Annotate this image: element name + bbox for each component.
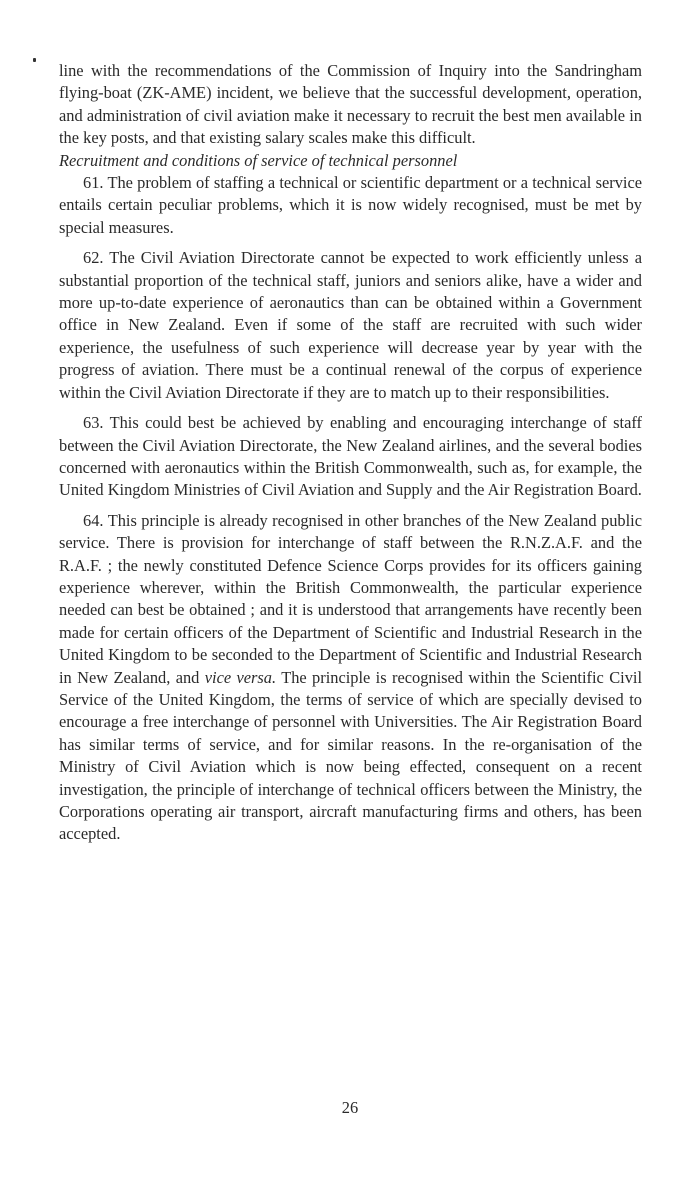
intro-paragraph: line with the recommendations of the Commission of Inquiry into the Sandringham flying-boat (ZK-AME) incident, we believe that the successful development, operation, and administration of civil aviation make it necessary to recruit the best men available in the key posts, and that existing salary scales make this difficult.: [59, 61, 642, 148]
paragraph-text: The principle is recognised within the Scientific Civil Service of the United Kingdom, the terms of service of which are specially devised to encourage a free interchange of personnel with Universities. The Air Registration Board has similar terms of service, and for similar reasons. In the re-organisation of the Ministry of Civil Aviation which is now being effected, consequent on a recent investigation, the principle of interchange of technical officers between the Ministry, the Corporations operating air transport, aircraft manufacturing firms and others, has been accepted.: [59, 667, 642, 844]
paragraph-64: [59, 510, 642, 846]
paragraph-number: 62.: [83, 248, 104, 268]
paragraph-number: 63.: [83, 413, 104, 433]
paragraph-61: [59, 172, 642, 239]
paragraph-text: The Civil Aviation Directorate cannot be expected to work efficiently unless a substantial proportion of the technical staff, juniors and seniors alike, have a wider and more up-to-date experience of aeronautics than can be obtained within a Government office in New Zealand. Even if some of the staff are recruited with such wider experience, the usefulness of such experience will decrease year by year with the progress of aviation. There must be a continual renewal of the corpus of experience within the Civil Aviation Directorate if they are to match up to their responsibilities.: [59, 248, 642, 402]
paragraph-text: This principle is already recognised in other branches of the New Zealand public service. There is provision for interchange of staff between the R.N.Z.A.F. and the R.A.F. ; the newly constituted Defence Science Corps provides for its officers gaining experience wherever, within the British Commonwealth, the particular experience needed can best be obtained ; and it is understood that arrangements have recently been made for certain officers of the Department of Scientific and Industrial Research in the United Kingdom to be seconded to the Department of Scientific and Industrial Research in New Zealand, and: [59, 510, 642, 687]
page-number: 26: [341, 1098, 359, 1117]
paragraph-62: [59, 247, 642, 404]
paragraph-text: The problem of staffing a technical or scientific department or a technical service entails certain peculiar problems, which it is now widely recognised, must be met by special measures.: [59, 173, 642, 237]
paragraph-63: [59, 412, 642, 502]
paragraph-italic-text: vice versa.: [204, 667, 277, 687]
margin-mark: [33, 58, 36, 62]
page-body: [59, 60, 642, 854]
paragraph-number: 61.: [83, 173, 104, 193]
paragraph-text: This could best be achieved by enabling and encouraging interchange of staff between the Civil Aviation Directorate, the New Zealand airlines, and the several bodies concerned with aeronautics within the British Commonwealth, such as, for example, the United Kingdom Ministries of Civil Aviation and Supply and the Air Registration Board.: [59, 413, 642, 500]
section-heading: Recruitment and conditions of service of technical personnel: [59, 150, 458, 170]
paragraph-number: 64.: [83, 510, 104, 530]
